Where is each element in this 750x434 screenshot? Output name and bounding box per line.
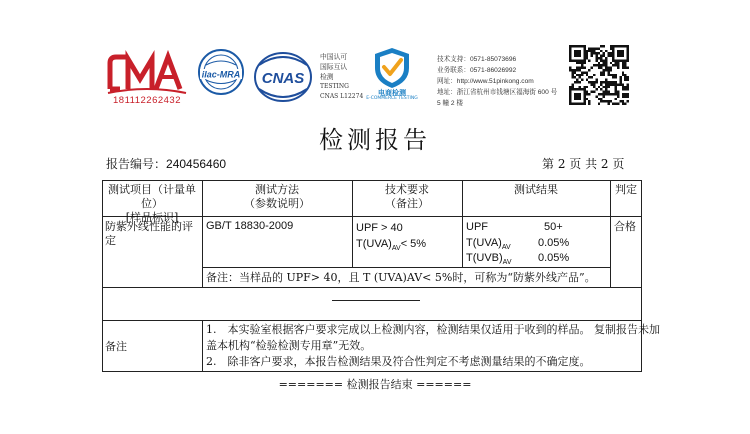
report-number [106, 155, 226, 172]
result-line: $T(UVA)_{AV}$ 0.05% [466, 236, 570, 251]
cnas-text: CNAS [261, 70, 305, 87]
header-judgement: 判定 [615, 183, 637, 196]
page-indicator: 第 2 页 共 2 页 [542, 157, 625, 171]
cnas-logo [253, 51, 313, 103]
header-requirement: 技术要求 （备注） [385, 183, 429, 210]
ilac-text: ilac-MRA [201, 69, 241, 80]
contact-line: 地址：浙江省杭州市钱塘区福海街 600 号 [437, 88, 558, 96]
report-number-label: 报告编号： [106, 157, 167, 171]
remarks-label: 备注 [105, 340, 127, 353]
row-judgement: 合格 [614, 220, 636, 233]
row-item: 防紫外线性能的评定 [105, 220, 193, 247]
cnas-info-line: 检测 [320, 73, 334, 81]
remark-line: 2. 除非客户要求，本报告检测结果及符合性判定不考虑测量结果的不确定度。 [206, 355, 591, 368]
shield-sublabel: E-COMMERCE TESTING [366, 96, 418, 101]
remarks-text [206, 322, 660, 370]
cnas-info-line: CNAS L12274 [320, 93, 364, 100]
contact-line: 技术支持：0571-85073696 [437, 55, 517, 63]
row-results [466, 220, 606, 267]
contact-line: 网址：http://www.51pinkong.com [437, 77, 534, 85]
qr-code [569, 45, 629, 105]
report-number-value: 240456460 [166, 157, 227, 171]
ecommerce-testing-shield-icon [372, 46, 412, 90]
cnas-info-line: 国际互认 [320, 63, 348, 71]
result-line: $T(UVB)_{AV}$ 0.05% [466, 252, 570, 267]
shield-label: 电商检测 [378, 89, 406, 97]
row-method: GB/T 18830-2009 [206, 220, 294, 232]
header-result: 测试结果 [514, 183, 558, 196]
row-requirement: UPF > 40 $T(UVA)_{AV}< 5\%$ [356, 222, 427, 253]
report-end-marker: ======= 检测报告结束 ====== [278, 378, 472, 391]
note-text: 备注：当样品的 UPF> 40，且 T (UVA)AV< 5%时，可称为“防紫外线产品”。 [206, 271, 596, 284]
contact-line: 5 幢 2 楼 [437, 100, 464, 107]
result-line: UPF 50+ [466, 221, 563, 233]
report-table [102, 180, 660, 372]
contact-line: 业务联系：0571-86026992 [437, 66, 517, 74]
cnas-info-line: TESTING [320, 83, 349, 90]
header-method: 测试方法 （参数说明） [244, 183, 310, 210]
ilac-mra-logo [196, 47, 246, 103]
remark-line: 1. 本实验室根据客户要求完成以上检测内容，检测结果仅适用于收到的样品。 复制报告未加 [206, 323, 660, 336]
cma-number: 181112262432 [113, 95, 181, 106]
report-title: 检测报告 [319, 126, 431, 154]
header-item: 测试项目（计量单位） [样品标识] [108, 183, 196, 224]
remark-line: 盖本机构“检验检测专用章”无效。 [206, 339, 372, 352]
cnas-info-line: 中国认可 [320, 53, 348, 61]
